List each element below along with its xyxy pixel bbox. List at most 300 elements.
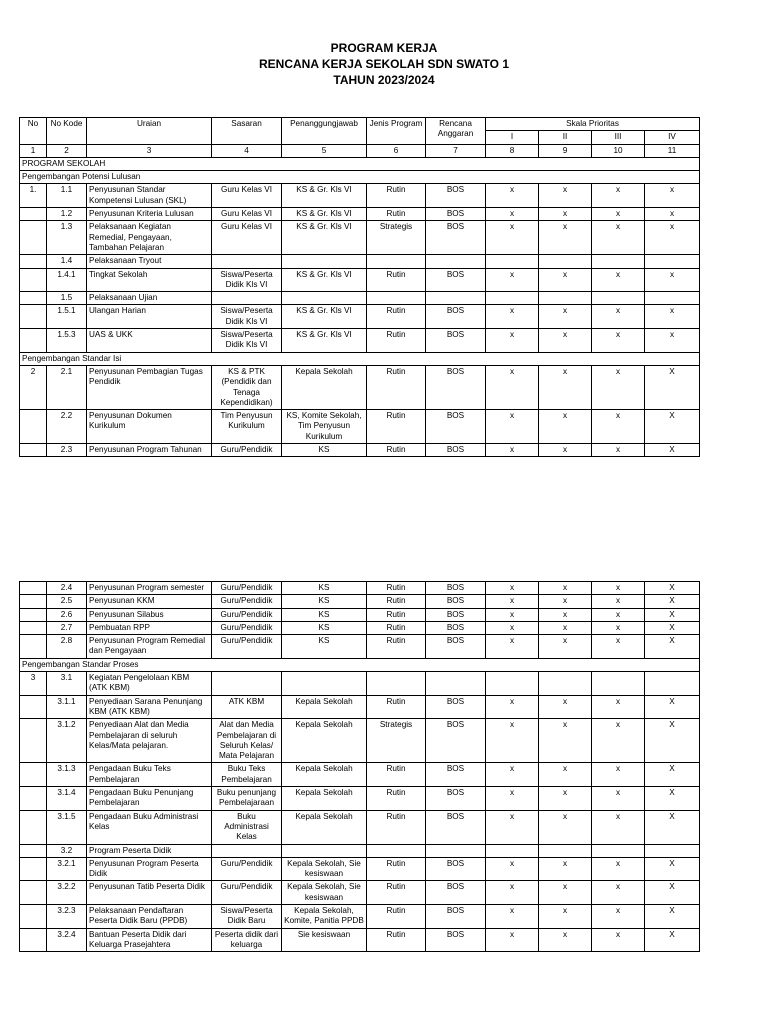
cell-jenis-program: Rutin xyxy=(367,608,426,621)
cell-kode: 3.1.1 xyxy=(47,695,87,719)
cell-penanggungjawab: Kepala Sekolah, Sie kesiswaan xyxy=(282,881,367,905)
cell-uraian: Pelaksanaan Kegiatan Remedial, Pengayaan, Tambahan Pelajaran xyxy=(87,221,212,255)
cell-sasaran: Siswa/Peserta Didik Kls VI xyxy=(212,329,282,353)
cell-no xyxy=(20,608,47,621)
cell-sasaran: Guru/Pendidik xyxy=(212,635,282,659)
cell-priority-3: x xyxy=(592,857,645,881)
cell-uraian: Penyusunan Program Remedial dan Pengayaan xyxy=(87,635,212,659)
cell-penanggungjawab: KS & Gr. Kls VI xyxy=(282,305,367,329)
cell-penanggungjawab: KS xyxy=(282,635,367,659)
cell-uraian: Penyusunan Kriteria Lulusan xyxy=(87,208,212,221)
cell-no xyxy=(20,928,47,952)
section-title: Pengembangan Standar Proses xyxy=(20,658,700,671)
table-row xyxy=(20,905,700,929)
cell-jenis-program: Strategis xyxy=(367,221,426,255)
cell-priority-2: x xyxy=(539,184,592,208)
cell-penanggungjawab: KS & Gr. Kls VI xyxy=(282,329,367,353)
cell-priority-3 xyxy=(592,255,645,268)
cell-kode: 1.5 xyxy=(47,292,87,305)
cell-priority-2: x xyxy=(539,695,592,719)
cell-rencana-anggaran: BOS xyxy=(426,608,486,621)
cell-priority-4: X xyxy=(645,365,700,409)
cell-kode: 3.2 xyxy=(47,844,87,857)
cell-priority-1: x xyxy=(486,621,539,634)
cell-priority-1 xyxy=(486,292,539,305)
cell-sasaran: Guru Kelas VI xyxy=(212,208,282,221)
cell-uraian: Pengadaan Buku Teks Pembelajaran xyxy=(87,763,212,787)
table-row xyxy=(20,184,700,208)
column-number: 2 xyxy=(47,144,87,157)
cell-kode: 3.1 xyxy=(47,672,87,696)
cell-priority-4: X xyxy=(645,595,700,608)
cell-penanggungjawab: KS xyxy=(282,595,367,608)
cell-sasaran: Guru/Pendidik xyxy=(212,857,282,881)
cell-priority-2: x xyxy=(539,881,592,905)
cell-jenis-program: Strategis xyxy=(367,719,426,763)
cell-priority-3: x xyxy=(592,329,645,353)
cell-sasaran xyxy=(212,844,282,857)
section-title: PROGRAM SEKOLAH xyxy=(20,157,700,170)
cell-jenis-program xyxy=(367,292,426,305)
cell-kode: 3.2.4 xyxy=(47,928,87,952)
cell-rencana-anggaran: BOS xyxy=(426,787,486,811)
cell-jenis-program: Rutin xyxy=(367,582,426,595)
table-row xyxy=(20,365,700,409)
cell-no xyxy=(20,582,47,595)
cell-uraian: Penyusunan Tatib Peserta Didik xyxy=(87,881,212,905)
cell-penanggungjawab: Kepala Sekolah xyxy=(282,365,367,409)
cell-no xyxy=(20,810,47,844)
cell-penanggungjawab: KS & Gr. Kls VI xyxy=(282,221,367,255)
cell-priority-1: x xyxy=(486,810,539,844)
cell-jenis-program: Rutin xyxy=(367,410,426,444)
cell-rencana-anggaran: BOS xyxy=(426,905,486,929)
cell-sasaran: Guru/Pendidik xyxy=(212,582,282,595)
cell-sasaran: Peserta didik dari keluarga xyxy=(212,928,282,952)
cell-priority-4: x xyxy=(645,221,700,255)
cell-no xyxy=(20,763,47,787)
cell-priority-1 xyxy=(486,672,539,696)
cell-kode: 2.2 xyxy=(47,410,87,444)
cell-priority-3 xyxy=(592,844,645,857)
cell-priority-2: x xyxy=(539,928,592,952)
cell-rencana-anggaran: BOS xyxy=(426,695,486,719)
cell-priority-1: x xyxy=(486,595,539,608)
cell-priority-3: x xyxy=(592,595,645,608)
cell-penanggungjawab: Kepala Sekolah xyxy=(282,810,367,844)
cell-rencana-anggaran: BOS xyxy=(426,365,486,409)
cell-priority-1 xyxy=(486,255,539,268)
column-number: 11 xyxy=(645,144,700,157)
cell-sasaran: Guru/Pendidik xyxy=(212,881,282,905)
cell-priority-2: x xyxy=(539,305,592,329)
cell-uraian: Penyediaan Alat dan Media Pembelajaran di seluruh Kelas/Mata pelajaran. xyxy=(87,719,212,763)
cell-rencana-anggaran: BOS xyxy=(426,582,486,595)
cell-kode: 2.6 xyxy=(47,608,87,621)
cell-priority-4: X xyxy=(645,881,700,905)
header-priority-4: IV xyxy=(645,131,700,144)
cell-rencana-anggaran: BOS xyxy=(426,881,486,905)
cell-penanggungjawab: Kepala Sekolah xyxy=(282,787,367,811)
table-row xyxy=(20,208,700,221)
cell-priority-1: x xyxy=(486,881,539,905)
cell-no xyxy=(20,221,47,255)
table-row xyxy=(20,719,700,763)
cell-sasaran: Guru/Pendidik xyxy=(212,595,282,608)
cell-priority-3: x xyxy=(592,810,645,844)
cell-priority-3: x xyxy=(592,621,645,634)
cell-sasaran: Buku penunjang Pembelajaraan xyxy=(212,787,282,811)
cell-no xyxy=(20,621,47,634)
cell-priority-1: x xyxy=(486,857,539,881)
cell-priority-4: X xyxy=(645,695,700,719)
cell-rencana-anggaran: BOS xyxy=(426,621,486,634)
cell-priority-3: x xyxy=(592,719,645,763)
cell-priority-2: x xyxy=(539,621,592,634)
cell-rencana-anggaran xyxy=(426,844,486,857)
cell-penanggungjawab: KS xyxy=(282,621,367,634)
cell-priority-2: x xyxy=(539,635,592,659)
cell-priority-2: x xyxy=(539,763,592,787)
cell-no xyxy=(20,329,47,353)
table-row xyxy=(20,787,700,811)
section-row xyxy=(20,157,700,170)
header-priority-1: I xyxy=(486,131,539,144)
cell-priority-1: x xyxy=(486,444,539,457)
cell-penanggungjawab: Kepala Sekolah xyxy=(282,695,367,719)
cell-uraian: Tingkat Sekolah xyxy=(87,268,212,292)
cell-priority-1: x xyxy=(486,787,539,811)
cell-penanggungjawab: Kepala Sekolah, Sie kesiswaan xyxy=(282,857,367,881)
cell-penanggungjawab: KS xyxy=(282,582,367,595)
cell-priority-2: x xyxy=(539,208,592,221)
cell-priority-4 xyxy=(645,672,700,696)
cell-jenis-program: Rutin xyxy=(367,621,426,634)
cell-rencana-anggaran: BOS xyxy=(426,857,486,881)
cell-rencana-anggaran xyxy=(426,672,486,696)
cell-uraian: Ulangan Harian xyxy=(87,305,212,329)
column-number: 7 xyxy=(426,144,486,157)
cell-kode: 1.4.1 xyxy=(47,268,87,292)
cell-uraian: Bantuan Peserta Didik dari Keluarga Prasejahtera xyxy=(87,928,212,952)
cell-kode: 2.8 xyxy=(47,635,87,659)
cell-kode: 2.7 xyxy=(47,621,87,634)
column-number: 5 xyxy=(282,144,367,157)
cell-sasaran xyxy=(212,672,282,696)
cell-kode: 1.5.1 xyxy=(47,305,87,329)
cell-penanggungjawab: KS & Gr. Kls VI xyxy=(282,268,367,292)
cell-uraian: Penyusunan Standar Kompetensi Lulusan (SKL) xyxy=(87,184,212,208)
table-row xyxy=(20,881,700,905)
cell-penanggungjawab xyxy=(282,672,367,696)
cell-kode: 2.3 xyxy=(47,444,87,457)
cell-priority-2 xyxy=(539,292,592,305)
cell-no xyxy=(20,635,47,659)
cell-rencana-anggaran: BOS xyxy=(426,595,486,608)
cell-jenis-program: Rutin xyxy=(367,928,426,952)
cell-jenis-program: Rutin xyxy=(367,763,426,787)
table-row xyxy=(20,621,700,634)
cell-priority-3: x xyxy=(592,184,645,208)
cell-rencana-anggaran: BOS xyxy=(426,763,486,787)
cell-penanggungjawab: KS & Gr. Kls VI xyxy=(282,208,367,221)
cell-rencana-anggaran: BOS xyxy=(426,221,486,255)
cell-priority-1: x xyxy=(486,410,539,444)
cell-jenis-program: Rutin xyxy=(367,305,426,329)
cell-priority-4: X xyxy=(645,810,700,844)
cell-priority-1: x xyxy=(486,635,539,659)
cell-uraian: Penyusunan Program Tahunan xyxy=(87,444,212,457)
cell-sasaran: Alat dan Media Pembelajaran di Seluruh Kelas/ Mata Pelajaran xyxy=(212,719,282,763)
cell-priority-4: X xyxy=(645,787,700,811)
cell-jenis-program: Rutin xyxy=(367,787,426,811)
cell-rencana-anggaran: BOS xyxy=(426,444,486,457)
cell-penanggungjawab: Kepala Sekolah, Komite, Panitia PPDB xyxy=(282,905,367,929)
table-row xyxy=(20,857,700,881)
cell-priority-3: x xyxy=(592,305,645,329)
cell-sasaran: Buku Administrasi Kelas xyxy=(212,810,282,844)
cell-no xyxy=(20,905,47,929)
cell-priority-4: X xyxy=(645,719,700,763)
title-line-1: PROGRAM KERJA xyxy=(330,41,438,55)
cell-priority-2: x xyxy=(539,719,592,763)
cell-priority-1: x xyxy=(486,208,539,221)
cell-no xyxy=(20,305,47,329)
cell-priority-2: x xyxy=(539,221,592,255)
cell-penanggungjawab: KS xyxy=(282,444,367,457)
cell-no xyxy=(20,292,47,305)
cell-kode: 3.1.4 xyxy=(47,787,87,811)
cell-uraian: Penyusunan Program semester xyxy=(87,582,212,595)
cell-priority-3: x xyxy=(592,928,645,952)
header-priority-2: II xyxy=(539,131,592,144)
cell-sasaran xyxy=(212,255,282,268)
cell-priority-4: X xyxy=(645,621,700,634)
cell-sasaran: Siswa/Peserta Didik Kls VI xyxy=(212,268,282,292)
table-row xyxy=(20,305,700,329)
cell-no xyxy=(20,719,47,763)
cell-priority-1: x xyxy=(486,763,539,787)
cell-jenis-program xyxy=(367,255,426,268)
cell-jenis-program: Rutin xyxy=(367,857,426,881)
column-number: 9 xyxy=(539,144,592,157)
cell-priority-2 xyxy=(539,255,592,268)
cell-priority-2: x xyxy=(539,329,592,353)
cell-sasaran: Guru Kelas VI xyxy=(212,221,282,255)
table-row xyxy=(20,410,700,444)
cell-priority-1: x xyxy=(486,365,539,409)
cell-priority-3: x xyxy=(592,365,645,409)
cell-priority-1: x xyxy=(486,719,539,763)
cell-priority-4: X xyxy=(645,608,700,621)
column-number: 3 xyxy=(87,144,212,157)
cell-priority-4: x xyxy=(645,329,700,353)
cell-no xyxy=(20,595,47,608)
cell-priority-3: x xyxy=(592,410,645,444)
cell-no xyxy=(20,787,47,811)
table-row xyxy=(20,221,700,255)
cell-priority-4: x xyxy=(645,305,700,329)
document-title xyxy=(0,40,768,88)
cell-priority-1: x xyxy=(486,305,539,329)
cell-uraian: Penyusunan KKM xyxy=(87,595,212,608)
cell-no xyxy=(20,268,47,292)
cell-priority-2: x xyxy=(539,810,592,844)
cell-priority-4 xyxy=(645,255,700,268)
cell-kode: 3.2.1 xyxy=(47,857,87,881)
cell-priority-3: x xyxy=(592,268,645,292)
cell-jenis-program: Rutin xyxy=(367,184,426,208)
cell-jenis-program xyxy=(367,672,426,696)
cell-priority-2: x xyxy=(539,410,592,444)
cell-rencana-anggaran xyxy=(426,292,486,305)
cell-sasaran: KS & PTK (Pendidik dan Tenaga Kependidikan) xyxy=(212,365,282,409)
cell-priority-4 xyxy=(645,292,700,305)
cell-priority-4 xyxy=(645,844,700,857)
cell-jenis-program: Rutin xyxy=(367,329,426,353)
table-row xyxy=(20,444,700,457)
cell-no xyxy=(20,881,47,905)
header-no: No xyxy=(20,118,47,145)
cell-rencana-anggaran: BOS xyxy=(426,208,486,221)
cell-priority-2 xyxy=(539,672,592,696)
cell-rencana-anggaran: BOS xyxy=(426,719,486,763)
cell-priority-1: x xyxy=(486,329,539,353)
cell-priority-1: x xyxy=(486,268,539,292)
cell-sasaran: ATK KBM xyxy=(212,695,282,719)
cell-priority-4: X xyxy=(645,905,700,929)
cell-no xyxy=(20,844,47,857)
cell-sasaran: Tim Penyusun Kurikulum xyxy=(212,410,282,444)
cell-uraian: Pelaksanaan Tryout xyxy=(87,255,212,268)
table-row xyxy=(20,844,700,857)
section-row xyxy=(20,171,700,184)
program-table-part-2 xyxy=(19,581,700,952)
cell-uraian: Kegiatan Pengelolaan KBM (ATK KBM) xyxy=(87,672,212,696)
cell-priority-2: x xyxy=(539,444,592,457)
cell-uraian: Penyusunan Program Peserta Didik xyxy=(87,857,212,881)
cell-rencana-anggaran: BOS xyxy=(426,184,486,208)
cell-sasaran: Guru/Pendidik xyxy=(212,621,282,634)
cell-jenis-program: Rutin xyxy=(367,635,426,659)
header-penanggungjawab: Penanggungjawab xyxy=(282,118,367,145)
cell-priority-2: x xyxy=(539,268,592,292)
cell-sasaran: Buku Teks Pembelajaran xyxy=(212,763,282,787)
cell-penanggungjawab: KS xyxy=(282,608,367,621)
header-rencana-anggaran: Rencana Anggaran xyxy=(426,118,486,145)
cell-penanggungjawab xyxy=(282,255,367,268)
cell-jenis-program: Rutin xyxy=(367,810,426,844)
cell-jenis-program: Rutin xyxy=(367,365,426,409)
cell-kode: 2.4 xyxy=(47,582,87,595)
table-row xyxy=(20,928,700,952)
program-table-part-1 xyxy=(19,117,700,457)
cell-priority-2: x xyxy=(539,582,592,595)
cell-priority-3: x xyxy=(592,763,645,787)
cell-priority-1: x xyxy=(486,608,539,621)
cell-jenis-program: Rutin xyxy=(367,905,426,929)
cell-no: 3 xyxy=(20,672,47,696)
cell-priority-4: X xyxy=(645,857,700,881)
cell-priority-3: x xyxy=(592,905,645,929)
cell-jenis-program: Rutin xyxy=(367,208,426,221)
cell-penanggungjawab: KS, Komite Sekolah, Tim Penyusun Kurikulum xyxy=(282,410,367,444)
cell-rencana-anggaran: BOS xyxy=(426,635,486,659)
cell-sasaran: Guru/Pendidik xyxy=(212,444,282,457)
header-no-kode: No Kode xyxy=(47,118,87,145)
cell-priority-3: x xyxy=(592,635,645,659)
column-number: 1 xyxy=(20,144,47,157)
section-title: Pengembangan Potensi Lulusan xyxy=(20,171,700,184)
cell-priority-4: x xyxy=(645,184,700,208)
cell-priority-1: x xyxy=(486,928,539,952)
cell-penanggungjawab xyxy=(282,292,367,305)
cell-no xyxy=(20,208,47,221)
cell-sasaran: Siswa/Peserta Didik Baru xyxy=(212,905,282,929)
cell-priority-2 xyxy=(539,844,592,857)
cell-priority-4: X xyxy=(645,635,700,659)
cell-jenis-program: Rutin xyxy=(367,881,426,905)
cell-priority-4: x xyxy=(645,268,700,292)
cell-rencana-anggaran: BOS xyxy=(426,305,486,329)
cell-sasaran: Siswa/Peserta Didik Kls VI xyxy=(212,305,282,329)
cell-jenis-program: Rutin xyxy=(367,595,426,608)
section-title: Pengembangan Standar Isi xyxy=(20,352,700,365)
cell-no: 2 xyxy=(20,365,47,409)
header-uraian: Uraian xyxy=(87,118,212,145)
cell-kode: 1.2 xyxy=(47,208,87,221)
cell-penanggungjawab: Kepala Sekolah xyxy=(282,719,367,763)
cell-kode: 1.5.3 xyxy=(47,329,87,353)
table-row xyxy=(20,672,700,696)
table-row xyxy=(20,635,700,659)
cell-uraian: Pengadaan Buku Administrasi Kelas xyxy=(87,810,212,844)
cell-uraian: Penyusunan Silabus xyxy=(87,608,212,621)
cell-priority-1: x xyxy=(486,695,539,719)
cell-penanggungjawab xyxy=(282,844,367,857)
cell-priority-2: x xyxy=(539,787,592,811)
section-row xyxy=(20,352,700,365)
cell-no xyxy=(20,255,47,268)
cell-priority-1 xyxy=(486,844,539,857)
cell-rencana-anggaran: BOS xyxy=(426,810,486,844)
title-line-2: RENCANA KERJA SEKOLAH SDN SWATO 1 xyxy=(258,57,510,71)
cell-priority-3: x xyxy=(592,608,645,621)
cell-priority-3: x xyxy=(592,221,645,255)
title-line-3: TAHUN 2023/2024 xyxy=(333,73,435,87)
cell-uraian: Penyediaan Sarana Penunjang KBM (ATK KBM) xyxy=(87,695,212,719)
cell-priority-1: x xyxy=(486,905,539,929)
column-number: 4 xyxy=(212,144,282,157)
table-row xyxy=(20,763,700,787)
cell-kode: 1.1 xyxy=(47,184,87,208)
cell-rencana-anggaran: BOS xyxy=(426,928,486,952)
cell-uraian: Penyusunan Pembagian Tugas Pendidik xyxy=(87,365,212,409)
header-jenis-program: Jenis Program xyxy=(367,118,426,145)
cell-priority-4: X xyxy=(645,928,700,952)
cell-uraian: UAS & UKK xyxy=(87,329,212,353)
table-row xyxy=(20,582,700,595)
cell-priority-4: X xyxy=(645,763,700,787)
table-row xyxy=(20,255,700,268)
cell-jenis-program xyxy=(367,844,426,857)
cell-jenis-program: Rutin xyxy=(367,695,426,719)
cell-priority-3: x xyxy=(592,208,645,221)
cell-rencana-anggaran xyxy=(426,255,486,268)
cell-penanggungjawab: KS & Gr. Kls VI xyxy=(282,184,367,208)
cell-kode: 3.2.3 xyxy=(47,905,87,929)
column-number: 10 xyxy=(592,144,645,157)
